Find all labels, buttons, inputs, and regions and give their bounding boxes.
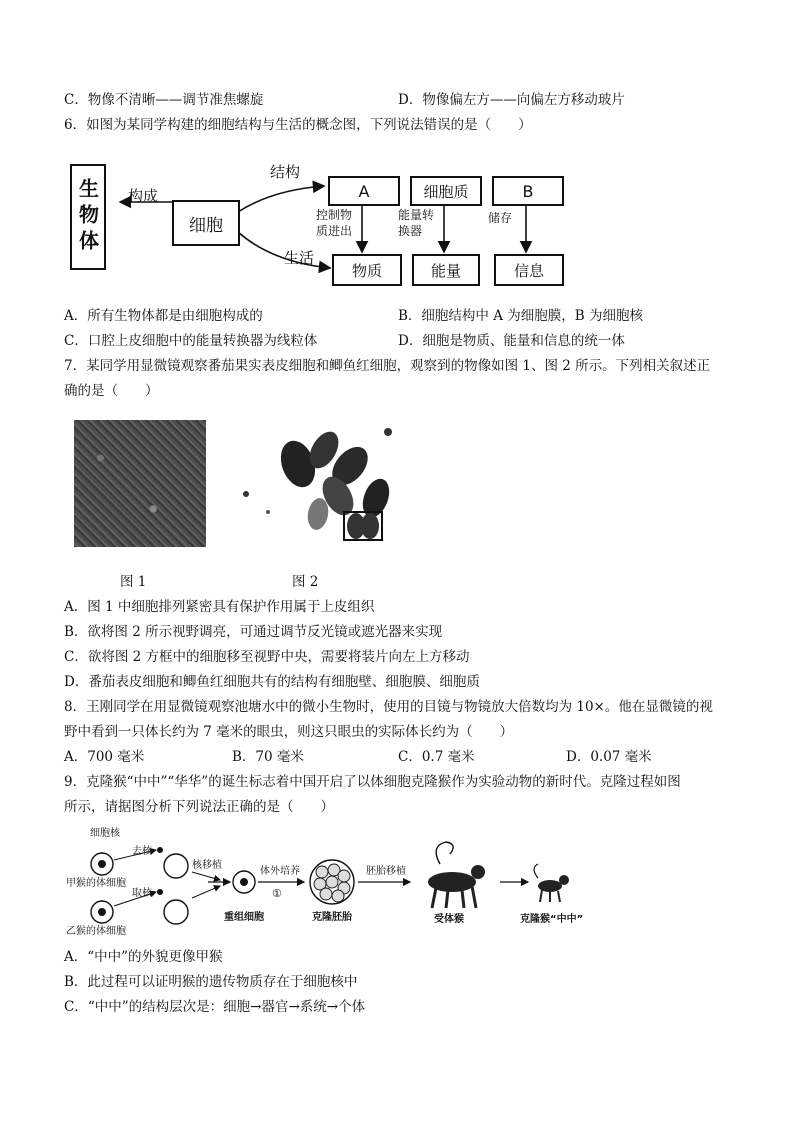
culture-label: 体外培养 (260, 866, 300, 877)
life-label: 生活 (284, 249, 315, 267)
q6-option-c: C．口腔上皮细胞中的能量转换器为线粒体 (64, 333, 318, 349)
q9-stem-line2: 所示，请据图分析下列说法正确的是（ ） (64, 799, 334, 815)
storage-label: 储存 (488, 211, 513, 225)
take-nucleus-label: 取核 (132, 888, 152, 899)
transplant-label: 核移植 (192, 860, 222, 871)
energy-box: 能量 (412, 254, 480, 286)
q7-option-c: C．欲将图 2 方框中的细胞移至视野中央，需要将装片向左上方移动 (64, 649, 470, 665)
q9-option-c: C．“中中”的结构层次是：细胞→器官→系统→个体 (64, 999, 366, 1015)
matter-box: 物质 (332, 254, 402, 286)
cell-box: 细胞 (172, 200, 240, 246)
box-b: B (492, 176, 564, 206)
figure-1-caption: 图 1 (120, 574, 147, 590)
q9-option-b: B．此过程可以证明猴的遗传物质存在于细胞核中 (64, 974, 358, 990)
box-a: A (328, 176, 400, 206)
recombined-cell-label: 重组细胞 (224, 912, 264, 923)
cytoplasm-box: 细胞质 (410, 176, 482, 206)
q8-stem-line2: 野中看到一只体长约为 7 毫米的眼虫，则这只眼虫的实际体长约为（ ） (64, 724, 514, 740)
q8-option-c: C．0.7 毫米 (398, 749, 475, 765)
monkey-a-cell-label: 甲猴的体细胞 (66, 878, 126, 889)
micrograph-tomato-epidermis (74, 420, 206, 547)
q6-option-b: B．细胞结构中 A 为细胞膜，B 为细胞核 (398, 308, 643, 324)
q7-option-a: A．图 1 中细胞排列紧密具有保护作用属于上皮组织 (64, 599, 375, 615)
converter-label: 能量转换器 (398, 208, 435, 238)
q6-option-a: A．所有生物体都是由细胞构成的 (64, 308, 263, 324)
q7-stem-line1: 7．某同学用显微镜观察番茄果实表皮细胞和鲫鱼红细胞，观察到的物像如图 1、图 2 所示。下列相关叙述正 (64, 358, 711, 374)
q6-stem: 6．如图为某同学构建的细胞结构与生活的概念图，下列说法错误的是（ ） (64, 117, 532, 133)
q8-option-d: D．0.07 毫米 (566, 749, 652, 765)
q7-option-b: B．欲将图 2 所示视野调亮，可通过调节反光镜或遮光器来实现 (64, 624, 443, 640)
figure-2-caption: 图 2 (292, 574, 319, 590)
embryo-label: 克隆胚胎 (312, 912, 352, 923)
recipient-monkey-label: 受体猴 (434, 914, 464, 925)
nucleus-label: 细胞核 (90, 828, 120, 839)
q8-option-b: B．70 毫米 (232, 749, 304, 765)
enucleate-label: 去核 (132, 846, 152, 857)
micrograph-fish-red-blood-cells (238, 422, 398, 550)
clone-monkey-label: 克隆猴“中中” (520, 914, 584, 925)
q9-cloning-diagram (60, 826, 600, 942)
compose-label: 构成 (128, 187, 159, 205)
q5-option-c: C．物像不清晰——调节准焦螺旋 (64, 92, 264, 108)
step-1-label: ① (272, 887, 282, 900)
embryo-transfer-label: 胚胎移植 (366, 866, 406, 877)
q6-concept-diagram (62, 150, 582, 300)
cloning-diagram-graphics (60, 826, 600, 942)
q9-option-a: A．“中中”的外貌更像甲猴 (64, 949, 223, 965)
structure-label: 结构 (270, 163, 301, 181)
q9-stem-line1: 9．克隆猴“中中”“华华”的诞生标志着中国开启了以体细胞克隆猴作为实验动物的新时代。克隆过程如图 (64, 774, 681, 790)
info-box: 信息 (494, 254, 564, 286)
q5-option-d: D．物像偏左方——向偏左方移动玻片 (398, 92, 625, 108)
monkey-b-cell-label: 乙猴的体细胞 (66, 926, 126, 937)
q8-stem-line1: 8．王刚同学在用显微镜观察池塘水中的微小生物时，使用的目镜与物镜放大倍数均为 10×。他在显微镜的视 (64, 699, 713, 715)
q6-option-d: D．细胞是物质、能量和信息的统一体 (398, 333, 625, 349)
control-label: 控制物质进出 (316, 208, 353, 238)
q7-stem-line2: 确的是（ ） (64, 383, 159, 399)
organism-box: 生物体 (70, 164, 106, 270)
q8-option-a: A．700 毫米 (64, 749, 145, 765)
q7-option-d: D．番茄表皮细胞和鲫鱼红细胞共有的结构有细胞壁、细胞膜、细胞质 (64, 674, 480, 690)
